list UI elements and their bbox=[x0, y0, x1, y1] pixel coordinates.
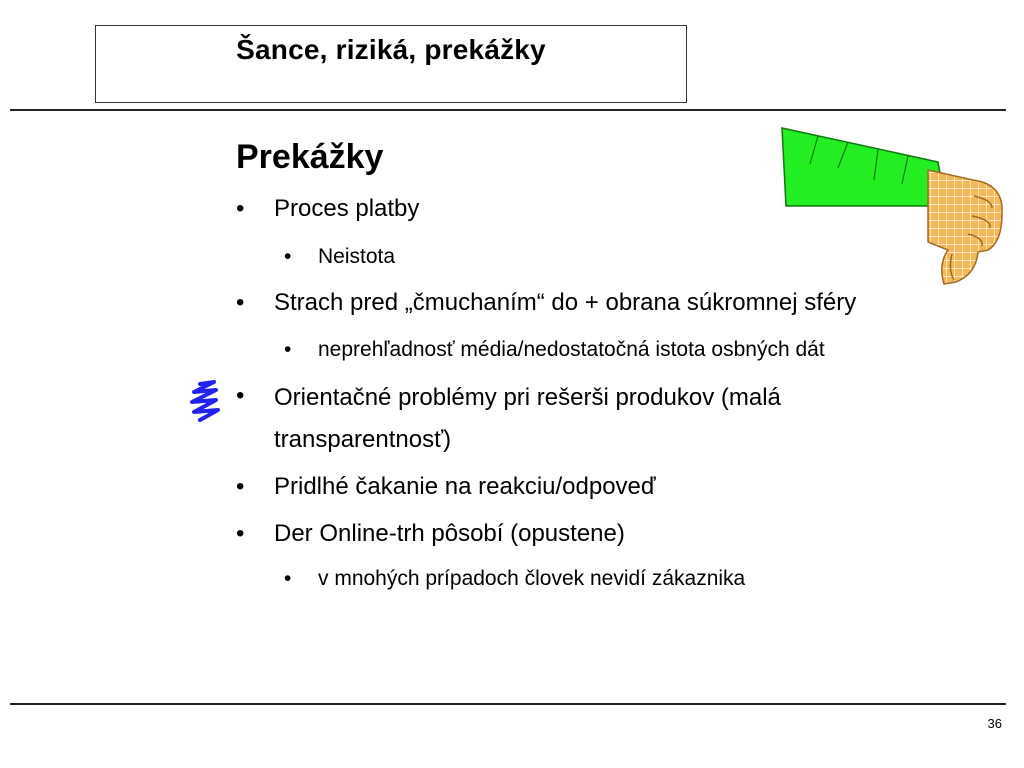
bullet-text: Neistota bbox=[318, 245, 396, 268]
bullet-text: Orientačné problémy pri rešerši produkov (malá transparentnosť) bbox=[274, 384, 781, 453]
bullet-text: v mnohých prípadoch človek nevidí zákaznika bbox=[318, 567, 746, 590]
bullet-dot: • bbox=[284, 338, 292, 361]
bullet-text: neprehľadnosť média/nedostatočná istota osbných dát bbox=[318, 338, 825, 361]
bullet-dot: • bbox=[284, 245, 292, 268]
section-heading: Prekážky bbox=[236, 138, 384, 176]
bullet-dot: • bbox=[236, 289, 245, 316]
bullet-dot: • bbox=[284, 567, 292, 590]
bullet-text: Der Online-trh pôsobí (opustene) bbox=[274, 520, 625, 547]
bullet-dot: • bbox=[236, 520, 245, 547]
slide-title: Šance, riziká, prekážky bbox=[236, 34, 546, 65]
top-divider bbox=[10, 109, 1006, 111]
thumbs-down-icon bbox=[778, 124, 1010, 291]
list-item bbox=[236, 377, 916, 461]
bullet-text: Proces platby bbox=[274, 195, 420, 222]
bullet-dot: • bbox=[236, 195, 245, 222]
list-item bbox=[284, 333, 1004, 366]
list-item bbox=[284, 562, 1004, 595]
list-item bbox=[236, 515, 956, 552]
list-item bbox=[236, 468, 956, 505]
bullet-text: Pridlhé čakanie na reakciu/odpoveď bbox=[274, 473, 656, 500]
bullet-text: Strach pred „čmuchaním“ do + obrana súkromnej sféry bbox=[274, 289, 857, 316]
title-box bbox=[95, 25, 687, 103]
bullet-dot: • bbox=[236, 382, 245, 409]
bullet-dot: • bbox=[236, 473, 245, 500]
squiggle-icon bbox=[186, 380, 226, 429]
bottom-divider bbox=[10, 703, 1006, 705]
page-number: 36 bbox=[987, 716, 1002, 731]
